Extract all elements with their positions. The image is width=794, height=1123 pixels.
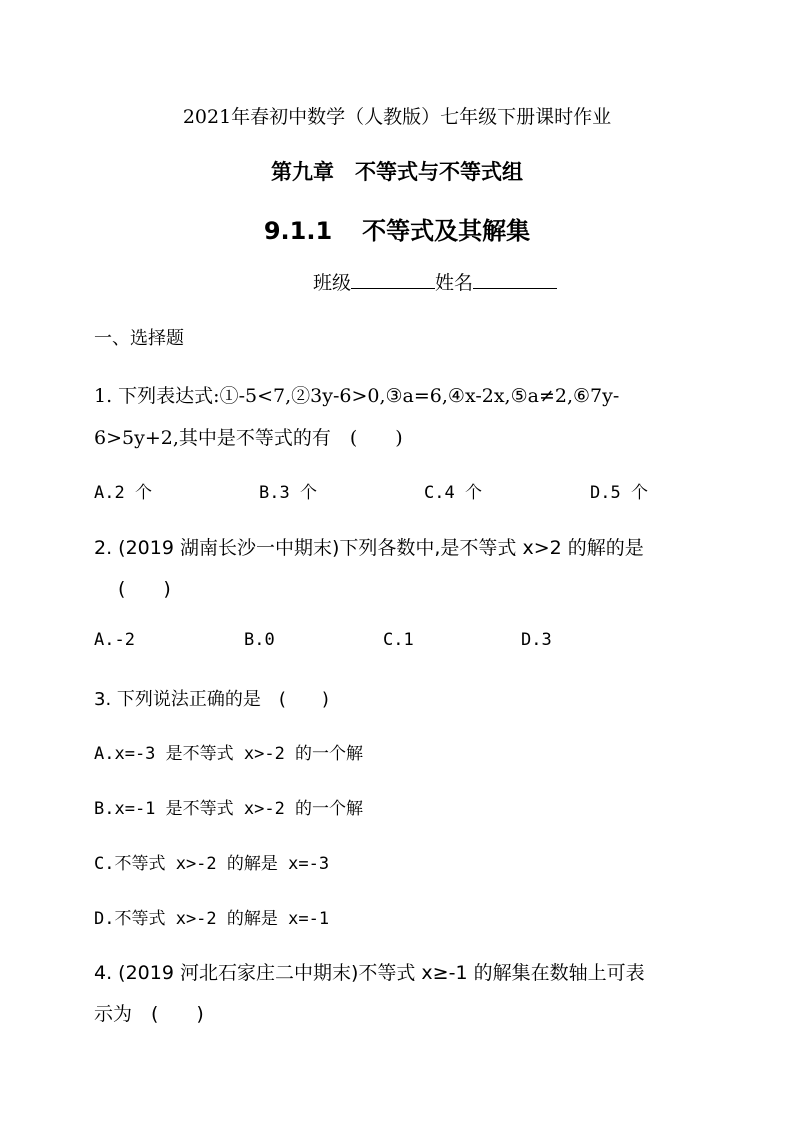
question-1-option-d: D.5 个: [590, 483, 648, 503]
question-3-option-c: C.不等式 x>-2 的解是 x=-3: [94, 854, 330, 874]
question-1-option-b: B.3 个: [259, 483, 317, 503]
question-2-line-2: ( ): [118, 578, 171, 600]
section-name: 不等式及其解集: [362, 217, 531, 245]
question-3-option-d: D.不等式 x>-2 的解是 x=-1: [94, 909, 330, 929]
question-2-option-b: B.0: [244, 630, 275, 650]
class-label: 班级: [313, 272, 352, 294]
question-3-option-b: B.x=-1 是不等式 x>-2 的一个解: [94, 799, 364, 819]
question-4-line-2: 示为 ( ): [94, 1003, 204, 1025]
name-label: 姓名: [435, 272, 474, 294]
class-blank: [351, 270, 435, 289]
question-1-line-1: 1. 下列表达式:①-5<7,②3y-6>0,③a=6,④x-2x,⑤a≠2,⑥7y-: [94, 385, 620, 407]
question-1-option-a: A.2 个: [94, 483, 152, 503]
section-title: [0, 211, 794, 246]
question-4-line-1: 4. (2019 河北石家庄二中期末)不等式 x≥-1 的解集在数轴上可表: [94, 962, 645, 984]
question-2-option-c: C.1: [383, 630, 414, 650]
document-title: 2021年春初中数学（人教版）七年级下册课时作业: [182, 106, 612, 128]
question-3-stem: 3. 下列说法正确的是 ( ): [94, 689, 329, 710]
section-number: 9.1.1: [263, 217, 333, 245]
question-2-option-a: A.-2: [94, 630, 135, 650]
chapter-title: 第九章 不等式与不等式组: [271, 159, 523, 184]
question-2-line-1: 2. (2019 湖南长沙一中期末)下列各数中,是不等式 x>2 的解的是: [94, 537, 644, 559]
question-1-line-2: 6>5y+2,其中是不等式的有 ( ): [94, 427, 403, 449]
name-blank: [473, 270, 557, 289]
section-heading: 一、选择题: [94, 328, 184, 349]
question-1-option-c: C.4 个: [424, 483, 482, 503]
question-2-option-d: D.3: [521, 630, 552, 650]
student-info: [313, 268, 557, 295]
question-3-option-a: A.x=-3 是不等式 x>-2 的一个解: [94, 744, 364, 764]
